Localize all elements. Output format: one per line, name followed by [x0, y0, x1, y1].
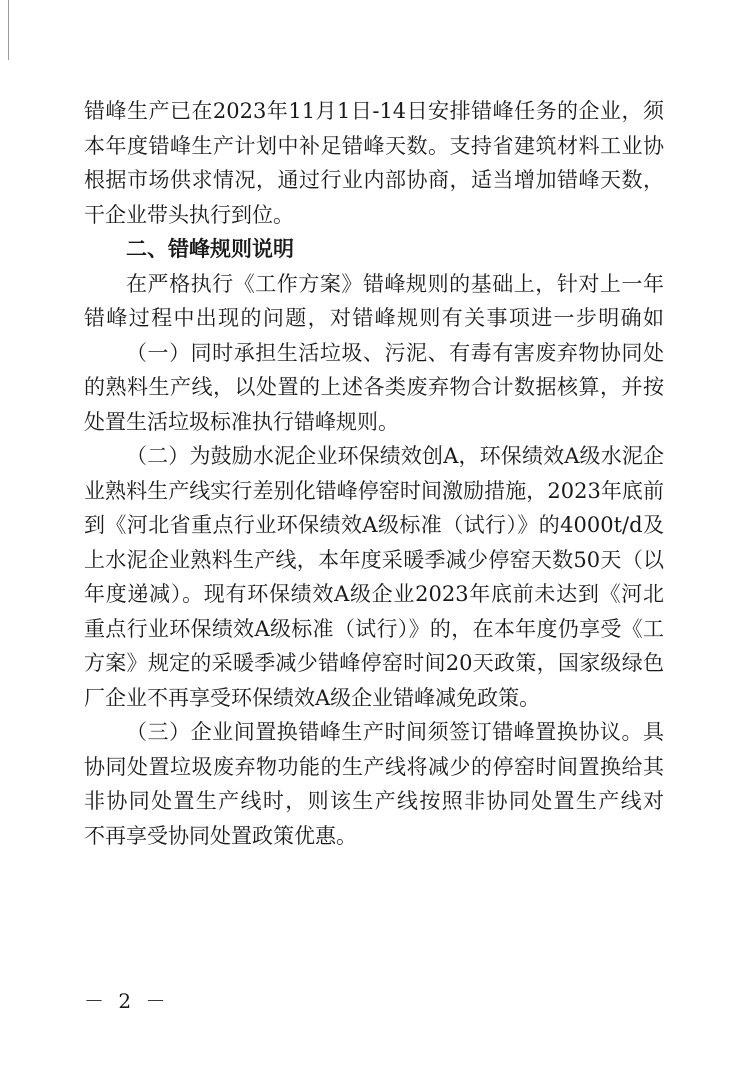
paragraph-line: （三）企业间置换错峰生产时间须签订错峰置换协议。具: [126, 720, 664, 744]
paragraph-line: 方案》规定的采暖季减少错峰停窑时间20天政策，国家级绿色: [84, 651, 664, 675]
paragraph-line: 处置生活垃圾标准执行错峰规则。: [84, 409, 399, 434]
body-text: [84, 94, 664, 853]
paragraph-line: 不再享受协同处置政策优惠。: [84, 823, 357, 848]
paragraph-line: （一）同时承担生活垃圾、污泥、有毒有害废弃物协同处: [126, 340, 664, 365]
paragraph-line: 错峰生产已在2023年11月1日-14日安排错峰任务的企业，须: [84, 99, 664, 123]
paragraph-line: 年度递减）。现有环保绩效A级企业2023年底前未达到《河北: [84, 582, 664, 606]
paragraph-line: 厂企业不再享受环保绩效A级企业错峰减免政策。: [84, 685, 541, 710]
paragraph-line: 业熟料生产线实行差别化错峰停窑时间激励措施，2023年底前: [84, 478, 664, 503]
paragraph-line: 根据市场供求情况，通过行业内部协商，适当增加错峰天数，: [84, 168, 664, 192]
paragraph-line: 干企业带头执行到位。: [84, 202, 294, 227]
paragraph-line: 的熟料生产线，以处置的上述各类废弃物合计数据核算，并按: [84, 375, 664, 399]
paragraph-line: 本年度错峰生产计划中补足错峰天数。支持省建筑材料工业协: [84, 133, 664, 158]
paragraph-line: （二）为鼓励水泥企业环保绩效创A，环保绩效A级水泥企: [126, 444, 664, 468]
paragraph-line: 错峰过程中出现的问题，对错峰规则有关事项进一步明确如: [84, 306, 664, 330]
paragraph-line: 上水泥企业熟料生产线，本年度采暖季减少停窑天数50天（以: [84, 547, 664, 572]
scan-edge-line: [8, 0, 9, 60]
paragraph-line: 到《河北省重点行业环保绩效A级标准（试行）》的4000t/d及: [84, 513, 664, 537]
page-number: － 2 －: [84, 989, 170, 1013]
paragraph-line: 协同处置垃圾废弃物功能的生产线将减少的停窑时间置换给其: [84, 754, 664, 779]
paragraph-line: 重点行业环保绩效A级标准（试行）》的，在本年度仍享受《工: [84, 616, 664, 641]
section-heading: 二、错峰规则说明: [126, 237, 294, 261]
paragraph-line: 非协同处置生产线时，则该生产线按照非协同处置生产线对: [84, 789, 664, 813]
paragraph-line: 在严格执行《工作方案》错峰规则的基础上，针对上一年: [126, 271, 664, 296]
